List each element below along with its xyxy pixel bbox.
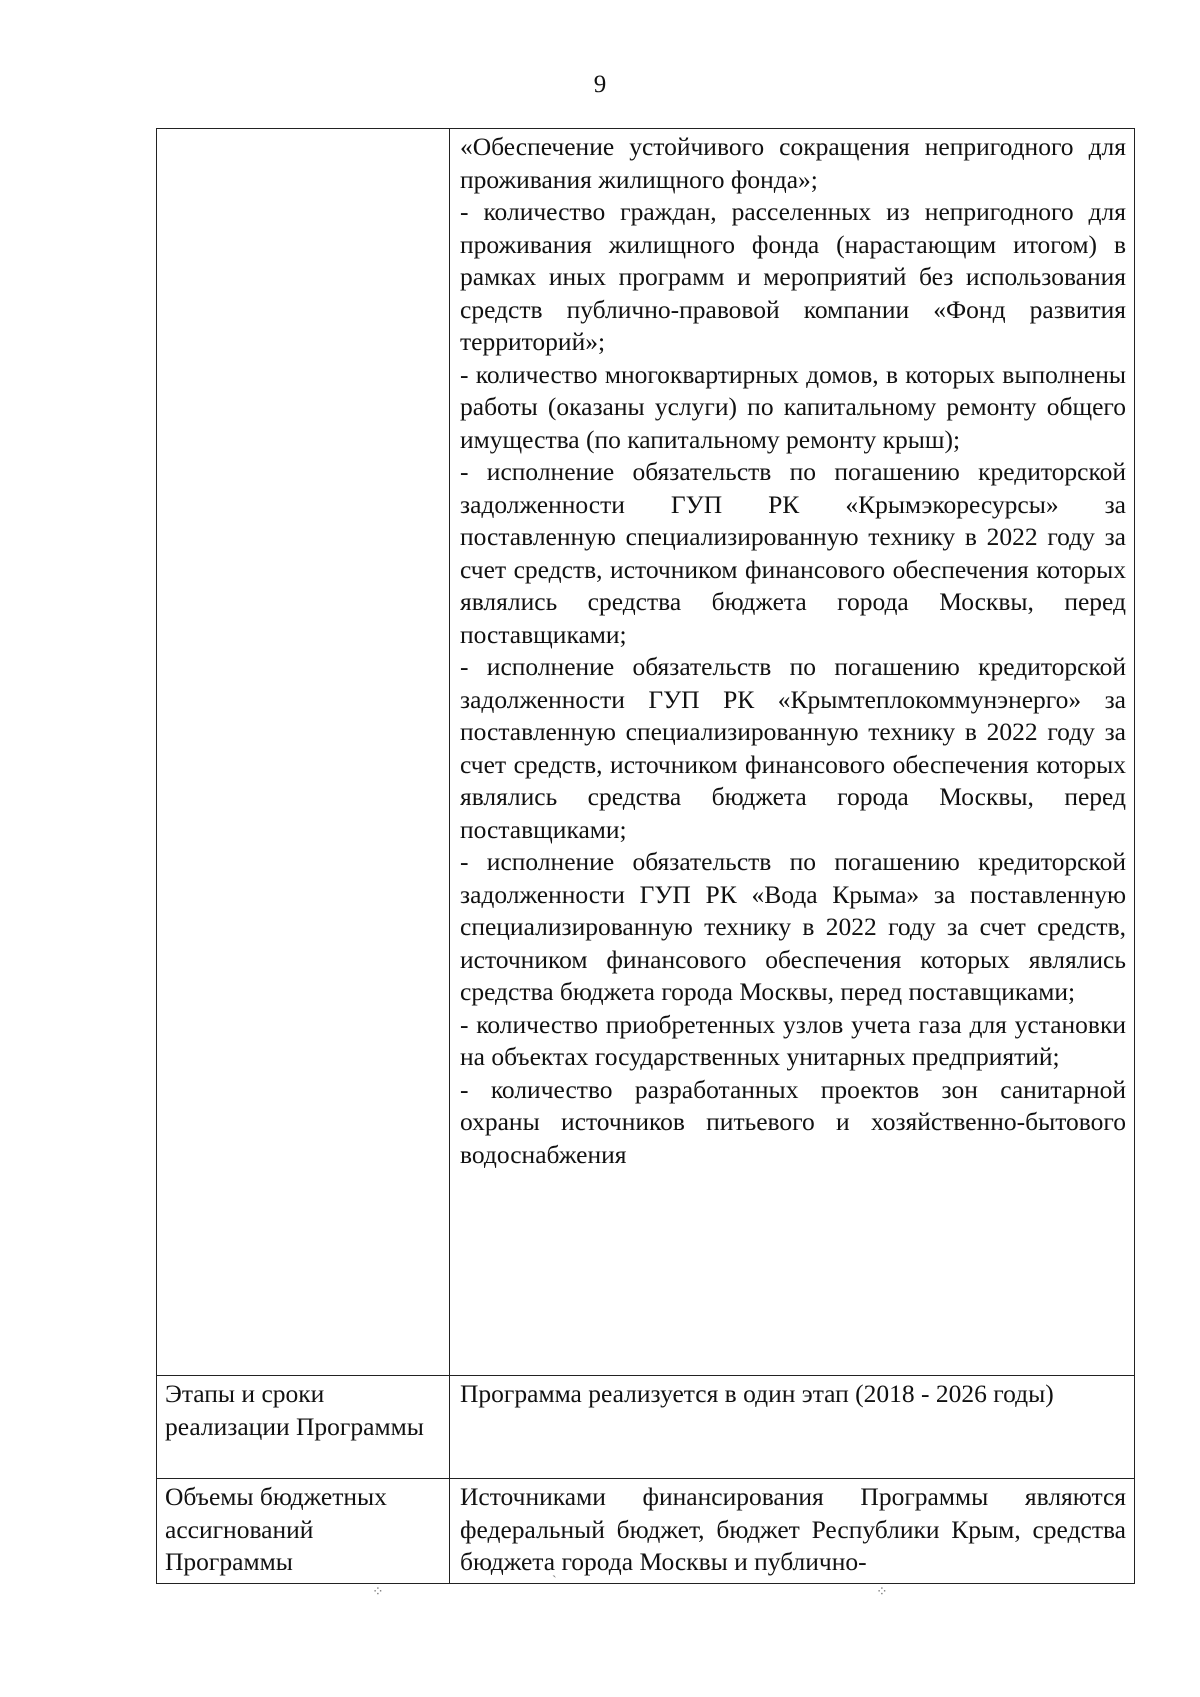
indicator-paragraph: - исполнение обязательств по погашению кредиторской задолженности ГУП РК «Вода Крыма» за поставленную специализированную технику в 2022 году за счет средств, источником финансового обеспечения которых являлись средства бюджета города Москвы, перед поставщиками; [460, 847, 1126, 1006]
row-content [450, 1376, 1135, 1479]
scan-speck: ⁘ [372, 1585, 384, 1600]
program-passport-table [156, 128, 1135, 1584]
row-label-text: Объемы бюджетных ассигнований Программы [165, 1482, 387, 1576]
row-label [157, 129, 450, 1376]
page-number: 9 [593, 71, 607, 98]
scan-speck: ⁘ [876, 1585, 888, 1600]
indicator-paragraph: - количество граждан, расселенных из непригодного для проживания жилищного фонда (нарастающим итогом) в рамках иных программ и мероприятий без использования средств публично-правовой компании «Фонд развития территорий»; [460, 197, 1126, 356]
table-row [157, 1376, 1135, 1479]
indicator-paragraph: - исполнение обязательств по погашению кредиторской задолженности ГУП РК «Крымтеплокоммунэнерго» за поставленную специализированную технику в 2022 году за счет средств, источником финансового обеспечения которых являлись средства бюджета города Москвы, перед поставщиками; [460, 652, 1126, 844]
row-label-text: Этапы и сроки реализации Программы [165, 1379, 424, 1441]
row-label [157, 1479, 450, 1584]
indicator-paragraph: - исполнение обязательств по погашению кредиторской задолженности ГУП РК «Крымэкоресурсы» за поставленную специализированную технику в 2022 году за счет средств, источником финансового обеспечения которых являлись средства бюджета города Москвы, перед поставщиками; [460, 457, 1126, 649]
row-label [157, 1376, 450, 1479]
indicator-paragraph: - количество разработанных проектов зон санитарной охраны источников питьевого и хозяйственно-бытового водоснабжения [460, 1074, 1126, 1169]
table-row [157, 1479, 1135, 1584]
funding-paragraph: Источниками финансирования Программы являются федеральный бюджет, бюджет Республики Крым, средства бюджета города Москвы и публично- [460, 1482, 1126, 1576]
table-row [157, 129, 1135, 1376]
row-content [450, 129, 1135, 1376]
row-content [450, 1479, 1135, 1584]
indicator-paragraph: - количество приобретенных узлов учета газа для установки на объектах государственных унитарных предприятий; [460, 1009, 1126, 1071]
scan-speck: ˋ [552, 1574, 557, 1589]
indicator-paragraph: - количество многоквартирных домов, в которых выполнены работы (оказаны услуги) по капитальному ремонту общего имущества (по капитальному ремонту крыш); [460, 359, 1126, 454]
stages-paragraph: Программа реализуется в один этап (2018 - 2026 годы) [460, 1379, 1054, 1408]
indicator-paragraph: «Обеспечение устойчивого сокращения непригодного для проживания жилищного фонда»; [460, 132, 1126, 194]
